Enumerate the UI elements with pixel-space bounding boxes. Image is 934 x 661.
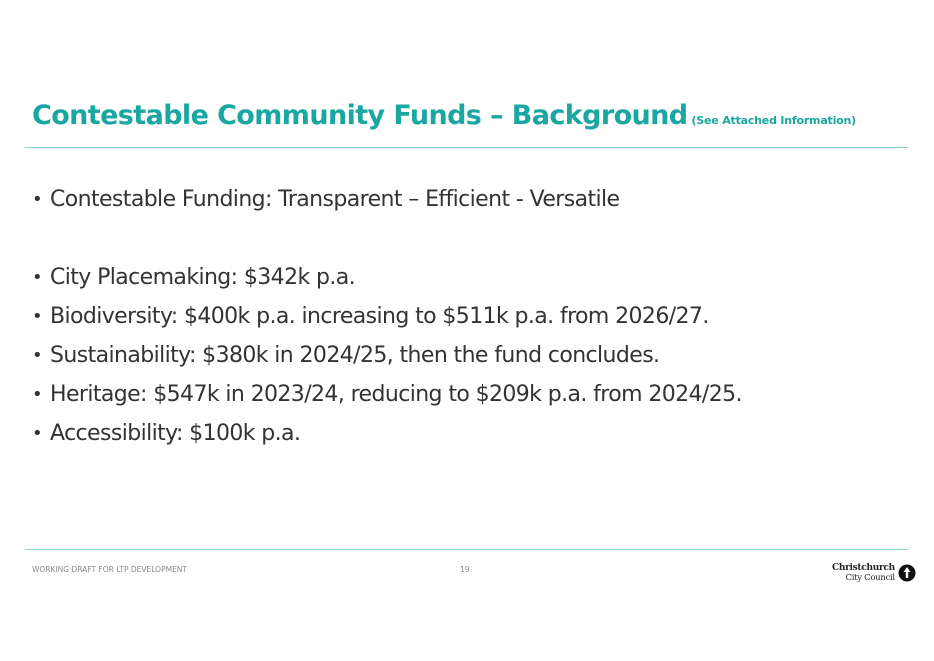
bullet-dot-icon: • [32, 189, 43, 210]
council-logo [832, 563, 916, 583]
bullet-text: Accessibility: $100k p.a. [50, 421, 301, 446]
logo-line-1: Christchurch [832, 563, 895, 573]
footer-draft-label: WORKING DRAFT FOR LTP DEVELOPMENT [32, 565, 187, 574]
bullet-text: Biodiversity: $400k p.a. increasing to $511k p.a. from 2026/27. [50, 304, 709, 329]
christchurch-tree-icon [898, 564, 916, 582]
bullet-list [32, 180, 742, 453]
slide-subtitle: (See Attached Information) [691, 114, 856, 127]
bullet-text: Heritage: $547k in 2023/24, reducing to $209k p.a. from 2024/25. [50, 382, 742, 407]
bullet-item [32, 375, 742, 414]
bullet-item [32, 414, 742, 453]
bullet-text: City Placemaking: $342k p.a. [50, 265, 356, 290]
bullet-text: Sustainability: $380k in 2024/25, then the fund concludes. [50, 343, 660, 368]
bullet-item [32, 180, 742, 219]
slide-title: Contestable Community Funds – Background [32, 100, 688, 131]
logo-wordmark [832, 563, 895, 583]
bullet-dot-icon: • [32, 384, 43, 405]
bullet-dot-icon: • [32, 267, 43, 288]
title-divider [25, 147, 908, 148]
bullet-item [32, 258, 742, 297]
title-block [32, 100, 856, 131]
bullet-item [32, 336, 742, 375]
bullet-dot-icon: • [32, 306, 43, 327]
page-number: 19 [460, 565, 470, 574]
bullet-dot-icon: • [32, 423, 43, 444]
logo-line-2: City Council [845, 573, 895, 583]
bullet-dot-icon: • [32, 345, 43, 366]
footer-divider [25, 549, 908, 550]
bullet-text: Contestable Funding: Transparent – Efficient - Versatile [50, 187, 620, 212]
bullet-item [32, 297, 742, 336]
